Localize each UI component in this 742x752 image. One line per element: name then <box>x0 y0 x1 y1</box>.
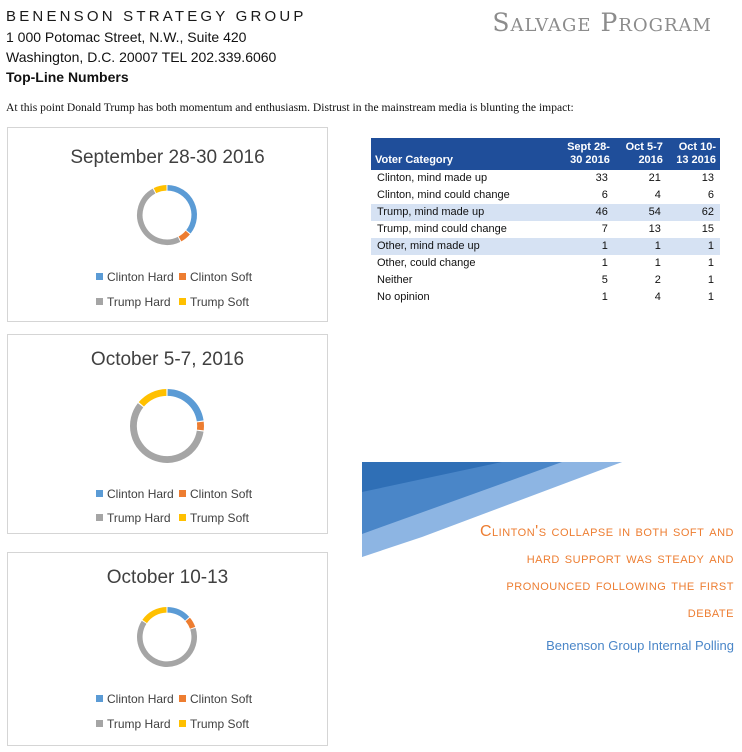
legend-swatch <box>179 720 186 727</box>
table-cell: 46 <box>553 204 614 221</box>
legend-label: Clinton Hard <box>107 270 174 284</box>
donut-slice-trump-soft <box>141 392 166 404</box>
legend-label: Trump Soft <box>190 717 249 731</box>
table-cell: Trump, mind could change <box>377 223 507 235</box>
table-cell: 4 <box>654 189 661 201</box>
table-row <box>371 170 720 187</box>
table-cell: 21 <box>648 172 661 184</box>
chart-panel-sept <box>7 127 328 322</box>
donut-slice-clinton-soft <box>188 619 193 627</box>
table-cell: Other, mind made up <box>371 238 553 255</box>
table-cell: Neither <box>377 274 413 286</box>
callout-line-3: pronounced following the first <box>506 577 734 594</box>
table-cell: 7 <box>601 223 608 235</box>
callout-line-1: Clinton's collapse in both soft and <box>479 523 734 540</box>
table-cell: 1 <box>601 257 608 269</box>
table-cell: 1 <box>707 274 714 286</box>
table-cell: 62 <box>667 204 720 221</box>
legend-trump-soft <box>179 717 249 731</box>
legend-label: Trump Soft <box>190 295 249 309</box>
table-cell: 15 <box>701 223 714 235</box>
table-row <box>371 272 720 289</box>
legend-clinton-soft <box>179 692 252 706</box>
table-cell: 6 <box>601 189 608 201</box>
table-row <box>371 187 720 204</box>
table-row <box>371 221 720 238</box>
legend-swatch <box>96 720 103 727</box>
decorative-shard-graphic <box>362 462 624 558</box>
legend-swatch <box>96 298 103 305</box>
address-line-2: Washington, D.C. 20007 TEL 202.339.6060 <box>6 49 277 65</box>
table-cell: 2 <box>654 274 661 286</box>
legend-swatch <box>179 273 186 280</box>
table-cell: 1 <box>601 291 608 303</box>
column-header: Voter Category <box>371 138 553 170</box>
legend-trump-hard <box>96 511 171 525</box>
chart-panel-oct5 <box>7 334 328 534</box>
donut-slice-trump-soft <box>155 188 167 191</box>
legend-label: Clinton Hard <box>107 692 174 706</box>
table-cell: 1 <box>707 291 714 303</box>
legend-trump-hard <box>96 295 171 309</box>
table-cell: No opinion <box>377 291 430 303</box>
legend-label: Trump Hard <box>107 295 171 309</box>
legend-swatch <box>96 273 103 280</box>
legend-trump-hard <box>96 717 171 731</box>
donut-slice-clinton-hard <box>167 610 187 619</box>
table-cell: 13 <box>701 172 714 184</box>
legend-swatch <box>179 490 186 497</box>
legend-swatch <box>179 298 186 305</box>
donut-chart-oct10 <box>136 606 198 668</box>
column-header: Sept 28-30 2016 <box>553 138 614 170</box>
column-header: Oct 5-7 2016 <box>614 138 667 170</box>
legend-swatch <box>96 514 103 521</box>
table-cell: 1 <box>667 238 720 255</box>
address-line-1: 1 000 Potomac Street, N.W., Suite 420 <box>6 29 247 45</box>
legend-clinton-hard <box>96 270 174 284</box>
table-cell: 5 <box>601 274 608 286</box>
donut-slice-clinton-soft <box>180 233 188 239</box>
column-header: Oct 10-13 2016 <box>667 138 720 170</box>
table-row <box>371 255 720 272</box>
donut-slice-trump-hard <box>140 191 179 242</box>
doc-subtitle: Top-Line Numbers <box>6 69 129 85</box>
legend-clinton-hard <box>96 487 174 501</box>
table-cell: Trump, mind made up <box>371 204 553 221</box>
donut-chart-oct5 <box>129 388 205 464</box>
source-note: Benenson Group Internal Polling <box>546 638 734 653</box>
legend-clinton-hard <box>96 692 174 706</box>
table-cell: 1 <box>707 257 714 269</box>
legend-label: Clinton Hard <box>107 487 174 501</box>
donut-slice-trump-soft <box>145 610 167 622</box>
table-cell: Other, could change <box>377 257 476 269</box>
donut-slice-clinton-hard <box>167 188 194 232</box>
table-header-row <box>371 138 720 170</box>
chart-title: October 5-7, 2016 <box>90 349 245 370</box>
callout-line-2: hard support was steady and <box>526 550 734 567</box>
legend-label: Clinton Soft <box>190 270 253 284</box>
table-cell: 6 <box>707 189 714 201</box>
legend-trump-soft <box>179 511 249 525</box>
legend-trump-soft <box>179 295 249 309</box>
voter-category-table <box>371 138 720 306</box>
legend-label: Clinton Soft <box>190 487 253 501</box>
legend-label: Trump Hard <box>107 717 171 731</box>
table-cell: 1 <box>654 257 661 269</box>
table-cell: 33 <box>595 172 608 184</box>
donut-slice-clinton-hard <box>168 392 201 420</box>
table-cell: Clinton, mind made up <box>377 172 488 184</box>
donut-slice-trump-hard <box>140 622 194 664</box>
intro-text: At this point Donald Trump has both momentum and enthusiasm. Distrust in the mainstream media is blunting the impact: <box>6 101 574 114</box>
legend-label: Clinton Soft <box>190 692 253 706</box>
chart-title: September 28-30 2016 <box>70 147 265 168</box>
legend-label: Trump Soft <box>190 511 249 525</box>
table-cell: 1 <box>614 238 667 255</box>
donut-chart-sept <box>136 184 198 246</box>
table-row <box>371 289 720 306</box>
table-cell: 13 <box>648 223 661 235</box>
legend-clinton-soft <box>179 270 252 284</box>
table-cell: Clinton, mind could change <box>377 189 510 201</box>
legend-swatch <box>179 695 186 702</box>
legend-swatch <box>96 490 103 497</box>
table-cell: 4 <box>654 291 661 303</box>
legend-swatch <box>179 514 186 521</box>
table-cell: 54 <box>614 204 667 221</box>
table-row <box>371 238 720 255</box>
chart-title: October 10-13 <box>106 567 229 588</box>
doc-title: Salvage Program <box>492 8 712 37</box>
chart-panel-oct10 <box>7 552 328 746</box>
table-cell: 1 <box>553 238 614 255</box>
table-row <box>371 204 720 221</box>
legend-clinton-soft <box>179 487 252 501</box>
donut-slice-trump-hard <box>133 405 200 459</box>
callout-line-4: debate <box>687 604 734 621</box>
legend-swatch <box>96 695 103 702</box>
legend-label: Trump Hard <box>107 511 171 525</box>
company-name: BENENSON STRATEGY GROUP <box>6 8 307 25</box>
